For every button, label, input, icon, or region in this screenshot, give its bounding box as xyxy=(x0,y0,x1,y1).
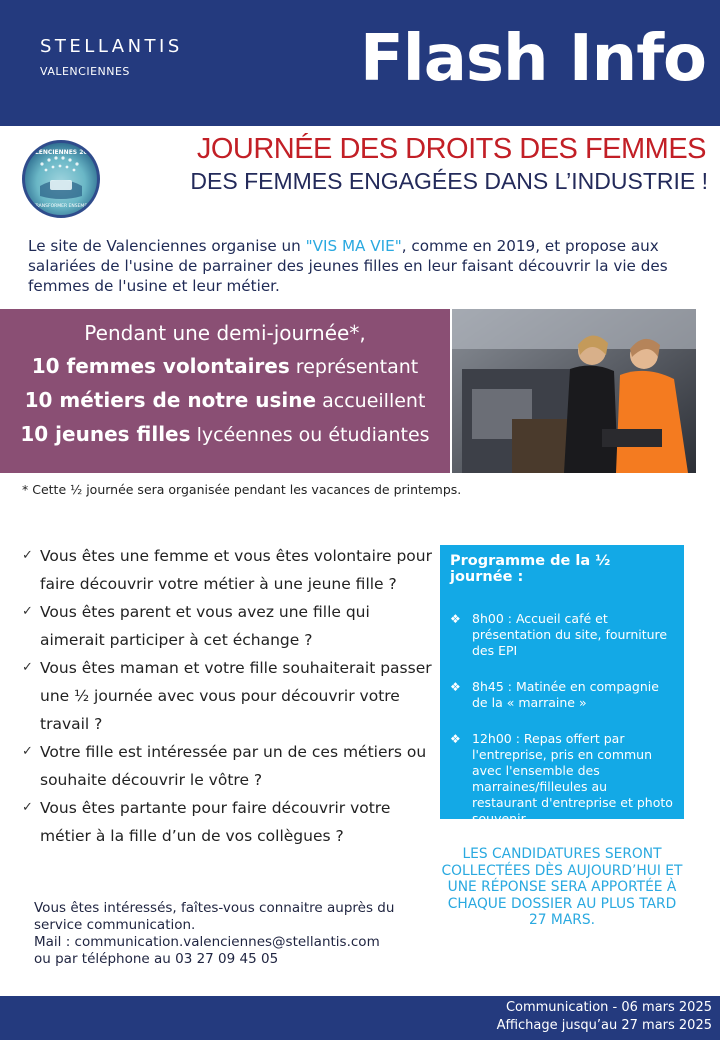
banner-line-4 xyxy=(0,418,450,452)
list-item xyxy=(22,794,432,850)
list-item-text: Vous êtes partante pour faire découvrir votre métier à la fille d’un de vos collègues ? xyxy=(40,799,391,845)
intro-highlight: "VIS MA VIE" xyxy=(305,237,402,255)
headline-subtitle: DES FEMMES ENGAGÉES DANS L’INDUSTRIE ! xyxy=(190,168,708,194)
valenciennes-2025-badge-icon xyxy=(22,140,100,218)
factory-workers-photo xyxy=(452,309,696,473)
headline-title: JOURNÉE DES DROITS DES FEMMES xyxy=(196,133,706,165)
header-bar xyxy=(0,0,720,126)
footnote: * Cette ½ journée sera organisée pendant les vacances de printemps. xyxy=(22,482,462,497)
question-checklist xyxy=(22,542,432,850)
programme-box xyxy=(440,545,684,826)
list-item xyxy=(22,542,432,598)
diamond-bullet-icon: ❖ xyxy=(450,732,461,746)
list-item-text: Vous êtes maman et votre fille souhaiterait passer une ½ journée avec vous pour découvrir votre travail ? xyxy=(40,659,432,733)
applications-notice: LES CANDIDATURES SERONT COLLECTÉES DÈS AUJOURD’HUI ET UNE RÉPONSE SERA APPORTÉE À CHAQUE DOSSIER AU PLUS TARD 27 MARS. xyxy=(441,846,683,928)
banner-line-2-rest: représentant xyxy=(289,356,419,378)
list-item-text: Vous êtes une femme et vous êtes volontaire pour faire découvrir votre métier à une jeune fille ? xyxy=(40,547,432,593)
intro-text-end: , comme en 2019, et propose aux salariées de l'usine de parrainer des jeunes filles en leur faisant découvrir la vie des femmes de l'usine et leur métier. xyxy=(28,237,668,295)
intro-text-start: Le site de Valenciennes organise un xyxy=(28,237,306,255)
purple-banner xyxy=(0,309,450,473)
banner-line-2 xyxy=(0,350,450,384)
programme-item-text: 8h45 : Matinée en compagnie de la « marraine » xyxy=(472,679,659,710)
check-icon: ✓ xyxy=(22,744,33,759)
footer-display-until: Affichage jusqu’au 27 mars 2025 xyxy=(496,1018,712,1033)
programme-title: Programme de la ½ journée : xyxy=(450,553,611,585)
diamond-bullet-icon: ❖ xyxy=(450,680,461,694)
contact-email[interactable]: Mail : communication.valenciennes@stellantis.com xyxy=(34,934,380,950)
intro-paragraph xyxy=(28,236,708,296)
check-icon: ✓ xyxy=(22,660,33,675)
stellantis-logo xyxy=(40,36,183,78)
banner-line-3 xyxy=(0,384,450,418)
programme-item-text: 12h00 : Repas offert par l'entreprise, pris en commun avec l'ensemble des marraines/filleules au restaurant d'entreprise et photo souvenir. xyxy=(472,731,673,826)
site-name: VALENCIENNES xyxy=(40,65,130,78)
banner-line-1: Pendant une demi-journée*, xyxy=(84,321,366,345)
contact-intro: Vous êtes intéressés, faîtes-vous connaitre auprès du service communication. xyxy=(34,900,395,933)
footer-date: Communication - 06 mars 2025 xyxy=(505,1000,712,1015)
banner-line-3-bold: 10 métiers de notre usine xyxy=(24,388,317,412)
list-item xyxy=(22,654,432,738)
contact-phone: ou par téléphone au 03 27 09 45 05 xyxy=(34,951,279,967)
footer-bar xyxy=(0,996,720,1040)
programme-item-text: 8h00 : Accueil café et présentation du site, fourniture des EPI xyxy=(472,611,668,658)
list-item-text: Vous êtes parent et vous avez une fille qui aimerait participer à cet échange ? xyxy=(40,603,370,649)
diamond-bullet-icon: ❖ xyxy=(450,612,461,626)
badge-bottom-text: #TRANSFORMER ENSEMBLE xyxy=(29,204,93,209)
check-icon: ✓ xyxy=(22,800,33,815)
banner-line-4-bold: 10 jeunes filles xyxy=(20,422,191,446)
check-icon: ✓ xyxy=(22,548,33,563)
list-item-text: Votre fille est intéressée par un de ces métiers ou souhaite découvrir le vôtre ? xyxy=(40,743,427,789)
banner-line-2-bold: 10 femmes volontaires xyxy=(31,354,290,378)
programme-item xyxy=(450,679,674,711)
banner-line-4-rest: lycéennes ou étudiantes xyxy=(190,424,430,446)
contact-info xyxy=(34,900,434,968)
check-icon: ✓ xyxy=(22,604,33,619)
badge-top-text: VALENCIENNES 2025 xyxy=(26,149,96,156)
list-item xyxy=(22,738,432,794)
brand-name: STELLANTIS xyxy=(40,36,183,57)
banner-line-3-rest: accueillent xyxy=(316,390,426,412)
list-item xyxy=(22,598,432,654)
programme-item xyxy=(450,611,674,659)
page-title: Flash Info xyxy=(360,22,706,96)
programme-item xyxy=(450,731,674,827)
